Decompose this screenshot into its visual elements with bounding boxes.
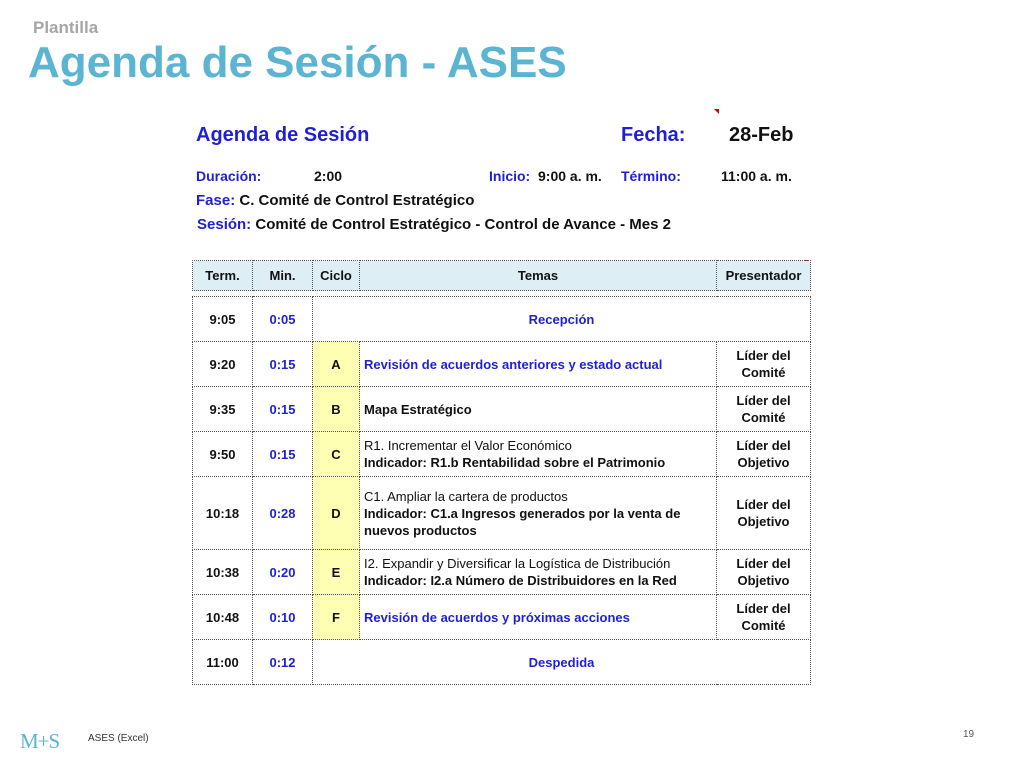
agenda-header-table	[192, 260, 811, 291]
col-ciclo: Ciclo	[313, 261, 360, 291]
objetivo-text: I2. Expandir y Diversificar la Logística de Distribución	[364, 556, 671, 571]
tema-cell: Despedida	[313, 640, 811, 685]
presentador-line: Comité	[741, 410, 786, 425]
agenda-sheet	[192, 112, 814, 692]
tema-cell: Revisión de acuerdos y próximas acciones	[360, 595, 717, 640]
min-cell: 0:20	[253, 550, 313, 595]
presentador-cell	[717, 432, 811, 477]
objetivo-text: R1. Incrementar el Valor Económico	[364, 438, 572, 453]
fase-line	[196, 192, 474, 209]
agenda-table	[192, 296, 811, 685]
presentador-cell	[717, 342, 811, 387]
table-row	[193, 640, 811, 685]
tema-cell	[360, 432, 717, 477]
col-temas: Temas	[360, 261, 717, 291]
sesion-label: Sesión:	[197, 216, 252, 233]
table-row	[193, 297, 811, 342]
col-min: Min.	[253, 261, 313, 291]
col-presentador: Presentador	[717, 261, 811, 291]
ciclo-cell: F	[313, 595, 360, 640]
tema-cell	[360, 550, 717, 595]
term-cell: 9:50	[193, 432, 253, 477]
presentador-line: Objetivo	[737, 573, 790, 588]
fecha-value: 28-Feb	[729, 124, 794, 146]
presentador-line: Líder del	[736, 438, 791, 453]
table-row	[193, 550, 811, 595]
sesion-line	[197, 216, 671, 233]
ciclo-cell: B	[313, 387, 360, 432]
min-cell: 0:28	[253, 477, 313, 550]
duracion-value: 2:00	[314, 168, 343, 184]
page-number: 19	[963, 729, 975, 740]
slide-kicker: Plantilla	[33, 18, 99, 37]
ciclo-cell: C	[313, 432, 360, 477]
term-cell: 9:20	[193, 342, 253, 387]
term-cell: 10:18	[193, 477, 253, 550]
presentador-line: Objetivo	[737, 514, 790, 529]
fase-label: Fase:	[196, 192, 236, 209]
inicio-value: 9:00 a. m.	[538, 168, 602, 184]
tema-cell: Recepción	[313, 297, 811, 342]
table-row	[193, 432, 811, 477]
objetivo-text: C1. Ampliar la cartera de productos	[364, 488, 568, 504]
comment-marker-icon	[714, 109, 719, 114]
ciclo-cell: E	[313, 550, 360, 595]
presentador-line: Líder del	[736, 497, 791, 512]
duracion-label: Duración:	[196, 168, 262, 184]
presentador-line: Líder del	[736, 601, 791, 616]
inicio-label: Inicio:	[489, 168, 531, 184]
indicador-text: Indicador: I2.a Número de Distribuidores en la Red	[364, 573, 677, 588]
presentador-cell	[717, 387, 811, 432]
min-cell: 0:12	[253, 640, 313, 685]
ciclo-cell: D	[313, 477, 360, 550]
footer-label: ASES (Excel)	[88, 733, 149, 744]
min-cell: 0:05	[253, 297, 313, 342]
presentador-line: Comité	[741, 618, 786, 633]
presentador-line: Objetivo	[737, 455, 790, 470]
tema-cell	[360, 477, 717, 550]
presentador-line: Líder del	[736, 556, 791, 571]
min-cell: 0:10	[253, 595, 313, 640]
presentador-cell	[717, 595, 811, 640]
table-row	[193, 387, 811, 432]
term-cell: 9:35	[193, 387, 253, 432]
presentador-line: Comité	[741, 365, 786, 380]
presentador-line: Líder del	[736, 348, 791, 363]
min-cell: 0:15	[253, 432, 313, 477]
sesion-value: Comité de Control Estratégico - Control de Avance - Mes 2	[255, 216, 671, 233]
term-cell: 11:00	[193, 640, 253, 685]
min-cell: 0:15	[253, 342, 313, 387]
tema-cell: Revisión de acuerdos anteriores y estado actual	[360, 342, 717, 387]
indicador-text: Indicador: R1.b Rentabilidad sobre el Patrimonio	[364, 455, 666, 470]
presentador-cell	[717, 477, 811, 550]
term-cell: 10:48	[193, 595, 253, 640]
fecha-label: Fecha:	[621, 124, 686, 146]
table-row	[193, 595, 811, 640]
term-cell: 10:38	[193, 550, 253, 595]
table-row	[193, 342, 811, 387]
agenda-heading: Agenda de Sesión	[196, 124, 370, 146]
tema-cell: Mapa Estratégico	[360, 387, 717, 432]
brand-logo: M+S	[20, 729, 60, 753]
indicador-text: Indicador: C1.a Ingresos generados por la venta de nuevos productos	[364, 505, 681, 538]
slide-title: Agenda de Sesión - ASES	[28, 38, 567, 87]
termino-value: 11:00 a. m.	[721, 168, 792, 184]
min-cell: 0:15	[253, 387, 313, 432]
term-cell: 9:05	[193, 297, 253, 342]
ciclo-cell: A	[313, 342, 360, 387]
table-row	[193, 477, 811, 550]
fase-value: C. Comité de Control Estratégico	[239, 192, 475, 209]
presentador-cell	[717, 550, 811, 595]
presentador-line: Líder del	[736, 393, 791, 408]
termino-label: Término:	[621, 168, 681, 184]
col-term: Term.	[193, 261, 253, 291]
